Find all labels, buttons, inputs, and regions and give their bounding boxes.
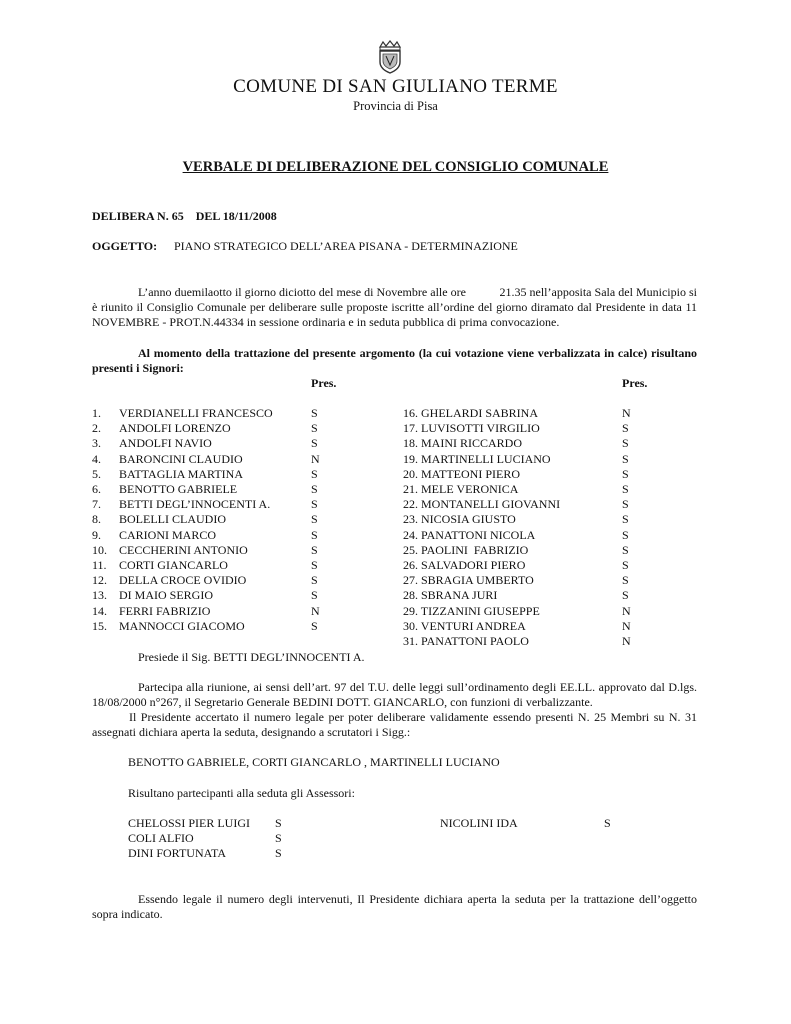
member-name: 31. PANATTONI PAOLO [403,634,529,648]
member-number: 11. [92,558,107,572]
member-number: 14. [92,603,107,618]
council-member-row [0,482,791,497]
council-member-row [0,634,791,649]
subject-text: PIANO STRATEGICO DELL’AREA PISANA - DETERMINAZIONE [174,239,518,253]
presence-intro-paragraph [92,346,697,376]
member-presence: S [311,573,318,588]
council-member-row [0,543,791,558]
member-name: 29. TIZZANINI GIUSEPPE [403,603,540,618]
document-title: VERBALE DI DELIBERAZIONE DEL CONSIGLIO COMUNALE [182,159,609,175]
member-name: 24. PANATTONI NICOLA [403,527,536,542]
member-number: 8. [92,512,101,527]
presiding-officer: Presiede il Sig. BETTI DEGL’INNOCENTI A. [138,650,365,664]
closing-text: Essendo legale il numero degli intervenuti, Il Presidente dichiara aperta la seduta per la trattazione dell’oggetto sopra indicato. [92,892,697,921]
member-number: 12. [92,573,107,588]
council-member-row [0,573,791,588]
member-name: 27. SBRAGIA UMBERTO [403,573,534,588]
member-name: 26. SALVADORI PIERO [403,558,526,572]
member-presence: N [622,406,631,420]
member-presence: S [622,542,629,557]
member-presence: N [311,451,320,466]
member-presence: N [622,634,631,648]
member-name: DI MAIO SERGIO [119,588,213,603]
member-presence: S [311,436,318,451]
member-presence: N [622,603,631,618]
assessor-name: COLI ALFIO [128,831,194,846]
member-presence: S [311,482,318,496]
council-member-row [0,467,791,482]
member-name: 17. LUVISOTTI VIRGILIO [403,421,540,436]
member-presence: S [311,618,318,633]
member-name: 22. MONTANELLI GIOVANNI [403,497,561,512]
council-member-row [0,588,791,603]
member-presence: S [622,466,629,481]
member-presence: S [311,512,318,527]
member-presence: S [622,421,629,436]
council-member-row [0,512,791,527]
member-name: 18. MAINI RICCARDO [403,436,523,451]
member-name: BARONCINI CLAUDIO [119,451,243,466]
secretary-text: Partecipa alla riunione, ai sensi dell’art. 97 del T.U. delle leggi sull’ordinamento degli EE.LL. approvato dal D.lgs. 18/08/2000 n°267, il Segretario Generale BEDINI DOTT. GIANCARLO, con funzioni di verbalizzante. [92,680,697,709]
member-name: BETTI DEGL’INNOCENTI A. [119,497,271,512]
member-presence: S [311,558,318,572]
assessors-intro: Risultano partecipanti alla seduta gli Assessori: [128,786,355,800]
member-presence: S [311,466,318,481]
presence-intro-text: Al momento della trattazione del presente argomento (la cui votazione viene verbalizzata in calce) risultano presenti i Signori: [92,346,697,375]
member-number: 7. [92,497,101,512]
member-presence: S [622,512,629,527]
member-presence: S [622,527,629,542]
member-name: CORTI GIANCARLO [119,558,228,572]
assessor-row [0,846,791,861]
member-presence: S [311,497,318,512]
assessor-name: CHELOSSI PIER LUIGI [128,816,250,830]
member-name: FERRI FABRIZIO [119,603,211,618]
deliberation-number: DELIBERA N. 65 DEL 18/11/2008 [92,209,277,223]
member-presence: S [311,527,318,542]
member-name: ANDOLFI LORENZO [119,421,231,436]
member-name: 20. MATTEONI PIERO [403,466,520,481]
intro-paragraph [92,285,700,330]
member-name: BOLELLI CLAUDIO [119,512,226,527]
member-presence: S [311,588,318,603]
council-member-row [0,452,791,467]
member-presence: N [311,603,320,618]
assessor-presence: S [275,846,282,861]
council-member-row [0,436,791,451]
council-member-row [0,421,791,436]
member-presence: S [311,406,318,420]
member-name: BATTAGLIA MARTINA [119,466,243,481]
member-presence: S [311,542,318,557]
president-paragraph [92,710,697,740]
closing-paragraph [92,892,697,922]
member-number: 5. [92,466,101,481]
member-name: VERDIANELLI FRANCESCO [119,406,273,420]
member-name: 19. MARTINELLI LUCIANO [403,451,551,466]
pres-header-right: Pres. [622,376,648,390]
subject-line [92,239,518,254]
member-number: 10. [92,542,107,557]
member-number: 3. [92,436,101,451]
member-name: CECCHERINI ANTONIO [119,542,248,557]
president-text: Il Presidente accertato il numero legale per poter deliberare validamente essendo presenti N. 25 Membri su N. 31 assegnati dichiara aperta la seduta, designando a scrutatori i Sigg.: [92,710,697,739]
secretary-paragraph [92,680,697,710]
tellers-list: BENOTTO GABRIELE, CORTI GIANCARLO , MARTINELLI LUCIANO [128,755,500,769]
council-member-row [0,528,791,543]
member-name: 25. PAOLINI FABRIZIO [403,542,529,557]
member-name: BENOTTO GABRIELE [119,482,238,496]
council-member-row [0,406,791,421]
municipal-crest-icon [374,38,406,74]
assessor-name: NICOLINI IDA [440,816,518,830]
member-presence: S [622,451,629,466]
member-number: 2. [92,421,101,436]
member-number: 4. [92,451,101,466]
council-member-row [0,619,791,634]
member-name: CARIONI MARCO [119,527,217,542]
member-number: 15. [92,618,107,633]
member-number: 1. [92,406,101,420]
member-name: DELLA CROCE OVIDIO [119,573,247,588]
assessor-name: DINI FORTUNATA [128,846,226,861]
council-member-row [0,604,791,619]
member-name: MANNOCCI GIACOMO [119,618,245,633]
pres-header-left: Pres. [311,376,337,390]
member-presence: S [622,573,629,588]
municipality-name: COMUNE DI SAN GIULIANO TERME [233,76,558,97]
member-name: 30. VENTURI ANDREA [403,618,526,633]
assessor-presence: S [275,816,282,830]
council-member-row [0,558,791,573]
assessor-row [0,831,791,846]
member-presence: S [622,482,629,496]
intro-text: L’anno duemilaotto il giorno diciotto del mese di Novembre alle ore 21.35 nell’apposita Sala del Municipio si è riunito il Consiglio Comunale per deliberare sulle proposte iscritte all’ordine del giorno diramato dal Presidente in data 11 NOVEMBRE - PROT.N.44334 in sessione ordinaria e in seduta pubblica di prima convocazione. [92,285,700,329]
member-number: 6. [92,482,101,496]
council-member-row [0,497,791,512]
member-name: 28. SBRANA JURI [403,588,498,603]
province-name: Provincia di Pisa [353,99,438,113]
assessor-presence: S [604,816,611,830]
assessor-row [0,816,791,831]
member-name: 16. GHELARDI SABRINA [403,406,538,420]
subject-label: OGGETTO: [92,239,158,253]
member-number: 13. [92,588,107,603]
member-number: 9. [92,527,101,542]
member-presence: S [622,436,629,451]
member-presence: S [311,421,318,436]
member-name: ANDOLFI NAVIO [119,436,212,451]
assessor-presence: S [275,831,282,846]
member-presence: S [622,588,629,603]
member-presence: N [622,618,631,633]
member-presence: S [622,558,629,572]
member-name: 23. NICOSIA GIUSTO [403,512,516,527]
member-name: 21. MELE VERONICA [403,482,519,496]
member-presence: S [622,497,629,512]
